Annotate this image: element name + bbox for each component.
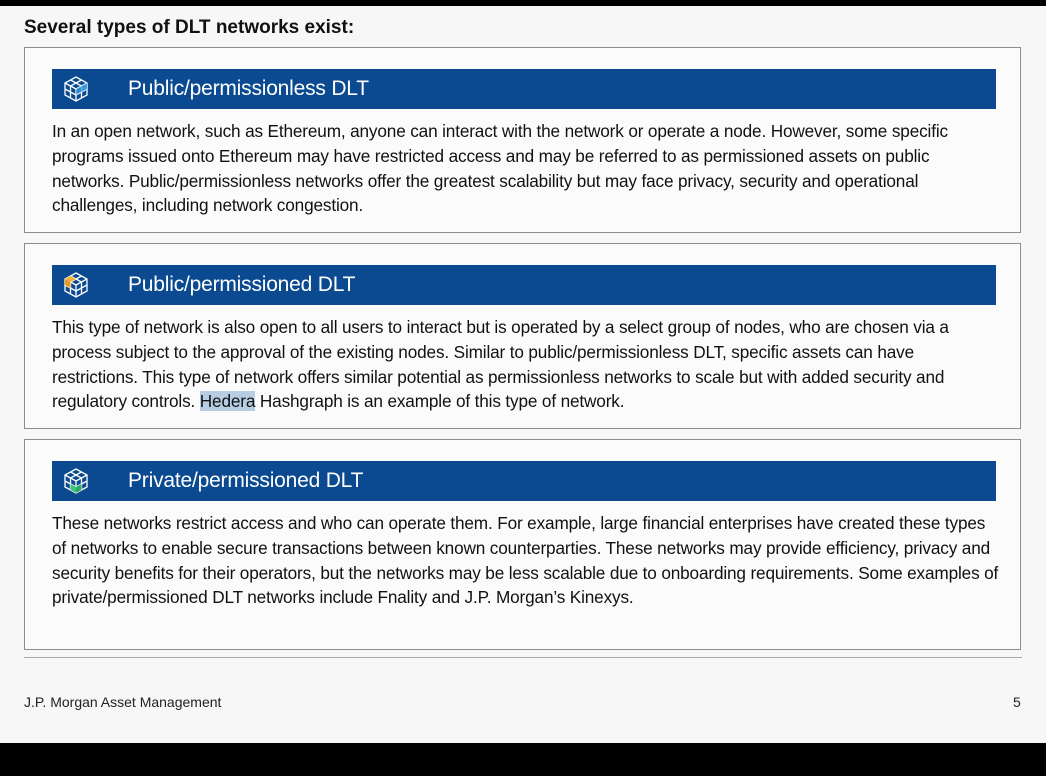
- page-number: 5: [1013, 694, 1021, 710]
- card-title: Public/permissionless DLT: [128, 77, 369, 100]
- card-body-text: This type of network is also open to all users to interact but is operated by a select group of nodes, who are chosen via a process subject to the approval of the existing nodes. Similar to public/permissionless DLT, specific assets can have restrictions. This type of network offers similar potential as permissionless networks to scale but with added security and regulatory controls.: [52, 317, 949, 412]
- card-body-text: Hashgraph is an example of this type of network.: [255, 391, 625, 412]
- card-body: [52, 315, 1002, 414]
- page-heading: Several types of DLT networks exist:: [24, 17, 355, 38]
- network-cube-icon: [62, 467, 90, 495]
- network-cube-icon: [62, 75, 90, 103]
- card-header: [52, 69, 996, 109]
- card-public-permissioned: [24, 243, 1021, 429]
- card-private-permissioned: [24, 439, 1021, 650]
- card-header: [52, 265, 996, 305]
- footer-divider: [24, 657, 1022, 658]
- card-body: These networks restrict access and who can operate them. For example, large financial enterprises have created these types of networks to enable secure transactions between known counterparties. These networks may provide efficiency, privacy and security benefits for their operators, but the networks may be less scalable due to onboarding requirements. Some examples of private/permissioned DLT networks include Fnality and J.P. Morgan’s Kinexys.: [52, 513, 999, 608]
- document-page: [0, 6, 1046, 743]
- card-public-permissionless: [24, 47, 1021, 233]
- card-title: Private/permissioned DLT: [128, 469, 364, 492]
- card-title: Public/permissioned DLT: [128, 273, 356, 296]
- network-cube-icon: [62, 271, 90, 299]
- selected-text-highlight[interactable]: Hedera: [199, 391, 256, 412]
- card-body: In an open network, such as Ethereum, anyone can interact with the network or operate a node. However, some specific programs issued onto Ethereum may have restricted access and may be referred to as permissioned assets on public networks. Public/permissionless networks offer the greatest scalability but may face privacy, security and operational challenges, including network congestion.: [52, 121, 948, 216]
- card-header: [52, 461, 996, 501]
- footer-company: J.P. Morgan Asset Management: [24, 694, 222, 710]
